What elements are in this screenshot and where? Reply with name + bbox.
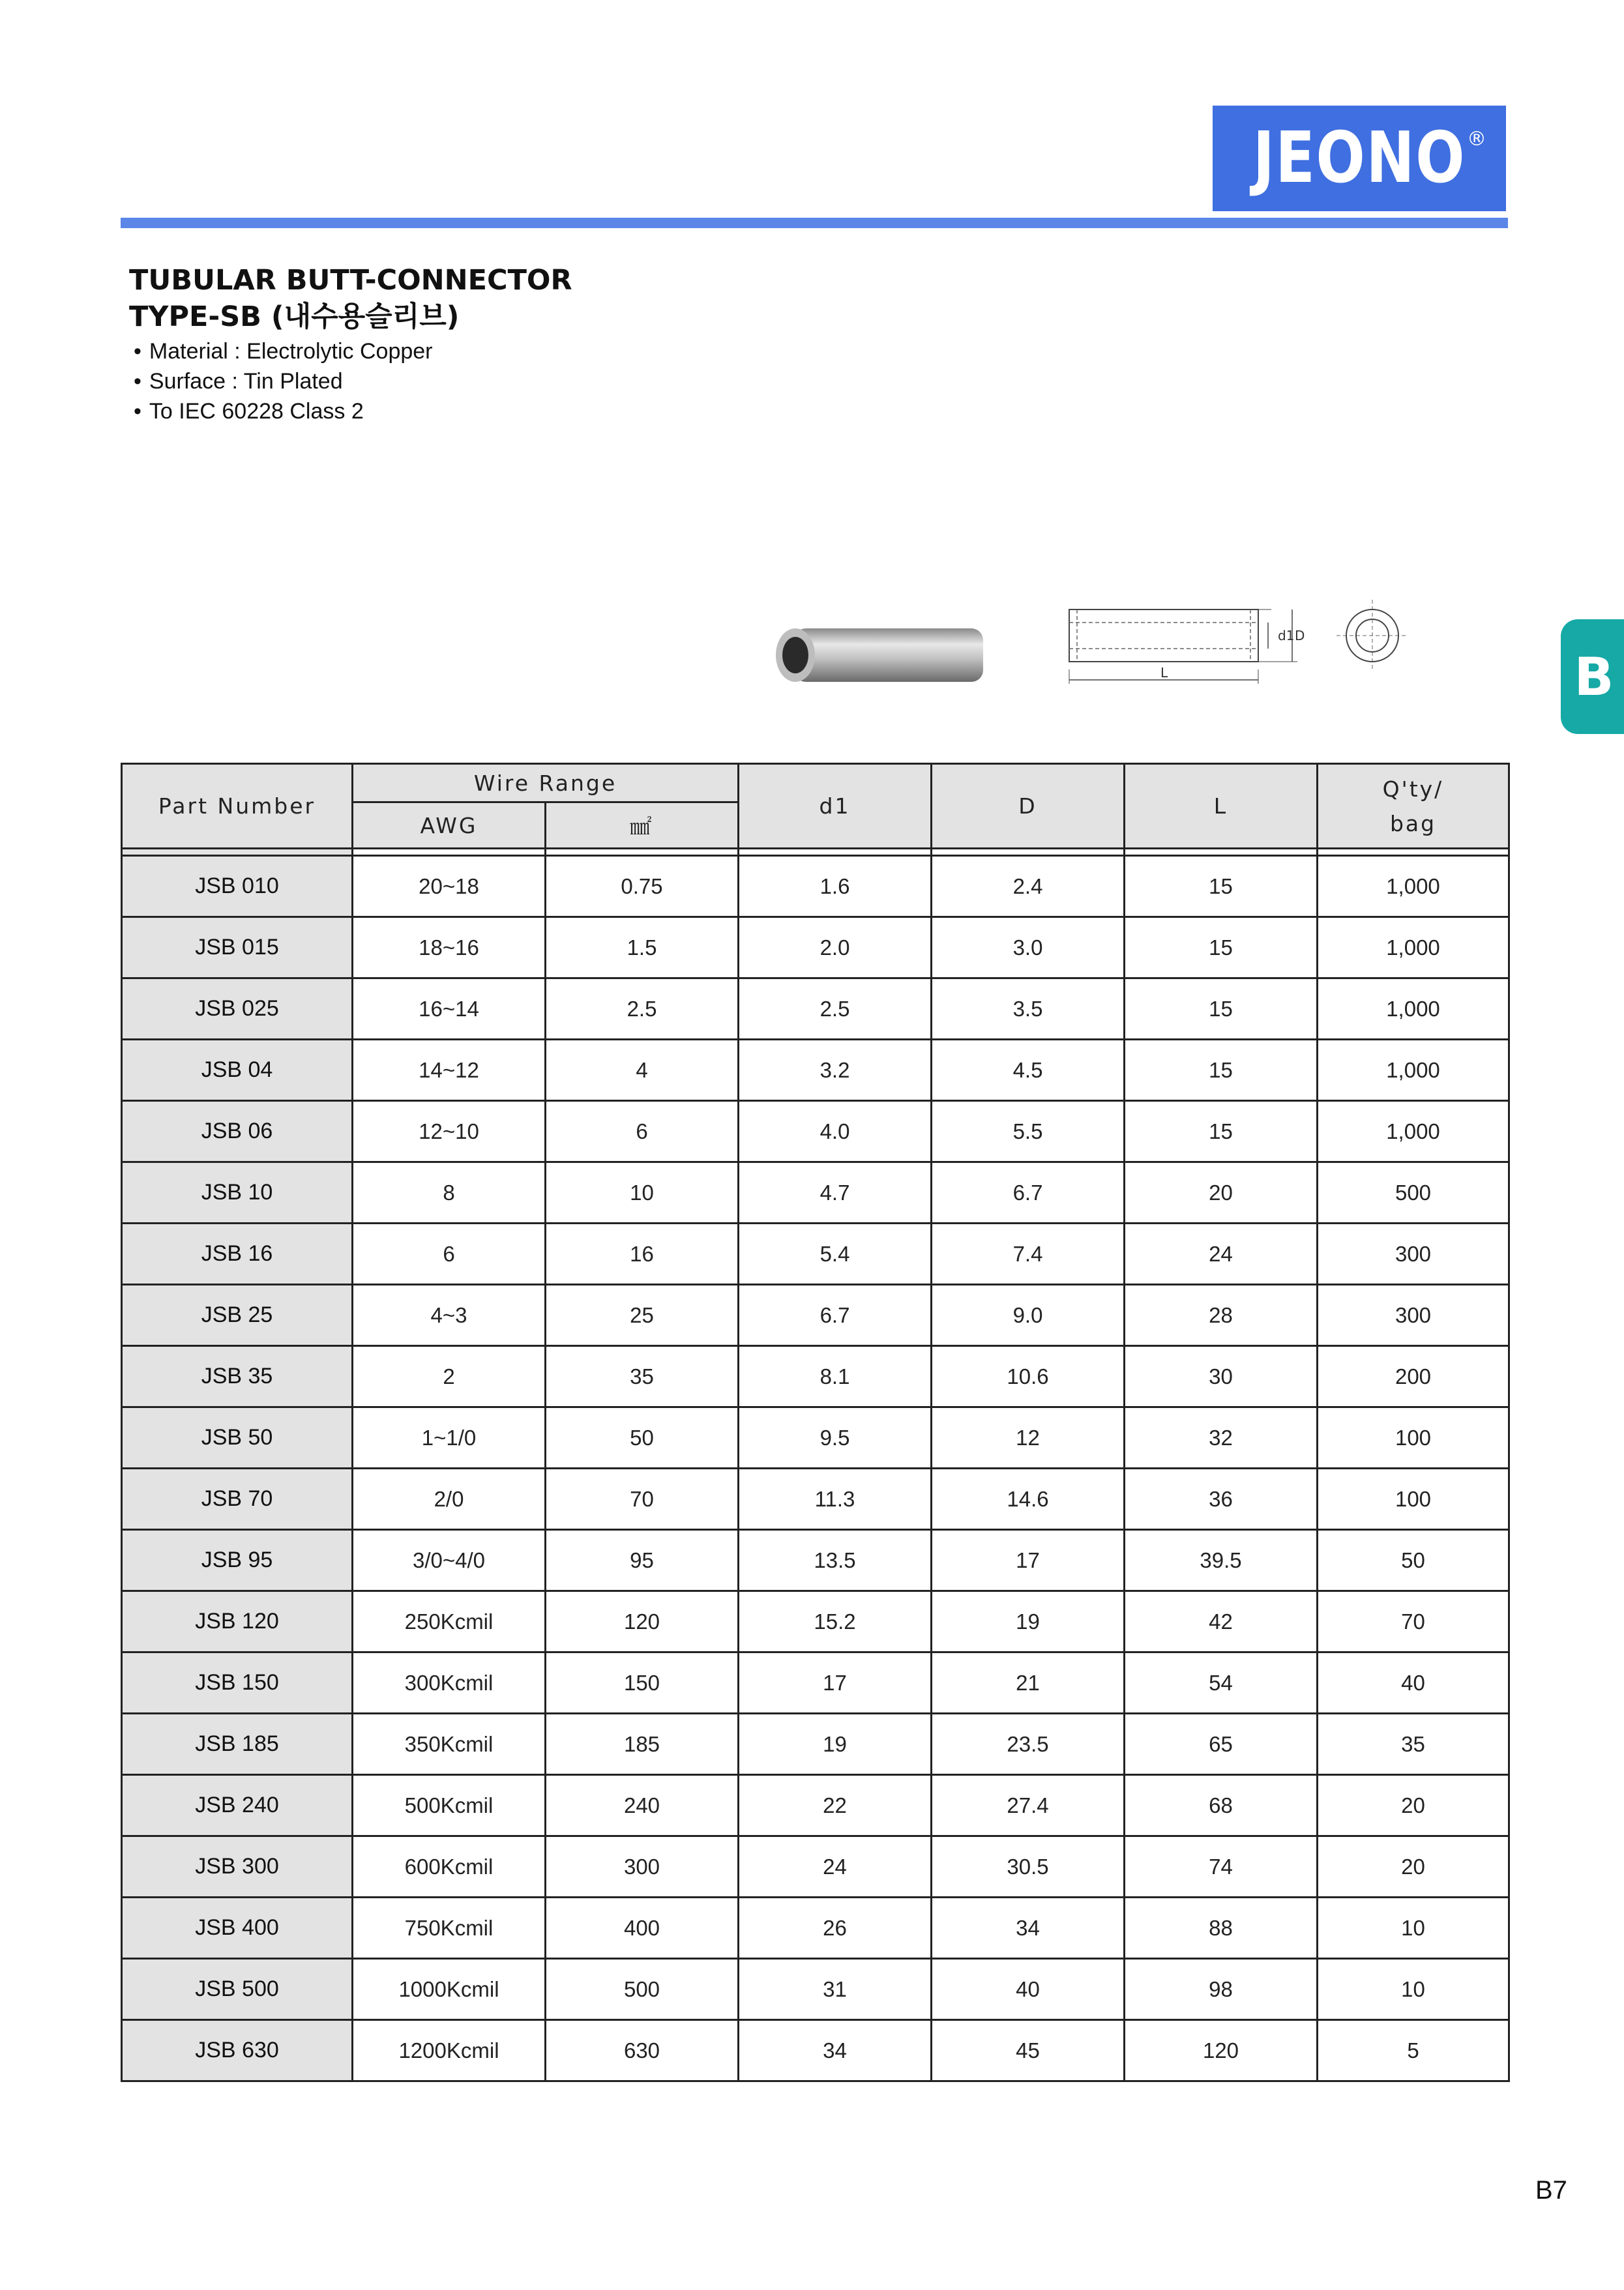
cell-D: 27.4 bbox=[932, 1775, 1125, 1836]
cell-awg: 16~14 bbox=[353, 978, 546, 1040]
cell-qty: 100 bbox=[1318, 1469, 1509, 1530]
cell-D: 6.7 bbox=[932, 1162, 1125, 1224]
header-qty bbox=[1318, 764, 1509, 849]
cell-L: 15 bbox=[1125, 1040, 1318, 1101]
cell-D: 7.4 bbox=[932, 1224, 1125, 1285]
cell-awg: 2/0 bbox=[353, 1469, 546, 1530]
product-subtitle: TYPE-SB (내수용슬리브) bbox=[129, 301, 460, 333]
cell-mm2: 2.5 bbox=[546, 978, 739, 1040]
table-row bbox=[122, 1407, 1509, 1469]
cell-awg: 12~10 bbox=[353, 1101, 546, 1162]
header-wire-range: Wire Range bbox=[353, 764, 739, 802]
cell-awg: 300Kcmil bbox=[353, 1652, 546, 1714]
cell-part-number: JSB 10 bbox=[122, 1162, 353, 1224]
cell-mm2: 300 bbox=[546, 1836, 739, 1898]
cell-L: 98 bbox=[1125, 1959, 1318, 2020]
cell-part-number: JSB 025 bbox=[122, 978, 353, 1040]
cell-awg: 20~18 bbox=[353, 856, 546, 917]
cell-awg: 4~3 bbox=[353, 1285, 546, 1346]
cell-D: 40 bbox=[932, 1959, 1125, 2020]
cell-D: 14.6 bbox=[932, 1469, 1125, 1530]
cell-awg: 2 bbox=[353, 1346, 546, 1407]
cell-d1: 6.7 bbox=[739, 1285, 932, 1346]
header-part-number: Part Number bbox=[122, 764, 353, 849]
cell-mm2: 630 bbox=[546, 2020, 739, 2081]
cell-part-number: JSB 95 bbox=[122, 1530, 353, 1591]
cell-L: 36 bbox=[1125, 1469, 1318, 1530]
cell-L: 74 bbox=[1125, 1836, 1318, 1898]
cell-d1: 31 bbox=[739, 1959, 932, 2020]
cell-D: 2.4 bbox=[932, 856, 1125, 917]
cell-D: 4.5 bbox=[932, 1040, 1125, 1101]
cell-mm2: 35 bbox=[546, 1346, 739, 1407]
cell-mm2: 150 bbox=[546, 1652, 739, 1714]
cell-D: 23.5 bbox=[932, 1714, 1125, 1775]
header-mm2: ㎟ bbox=[546, 802, 739, 849]
cell-qty: 1,000 bbox=[1318, 917, 1509, 978]
cell-qty: 100 bbox=[1318, 1407, 1509, 1469]
cell-awg: 750Kcmil bbox=[353, 1898, 546, 1959]
cell-L: 15 bbox=[1125, 1101, 1318, 1162]
table-row bbox=[122, 1898, 1509, 1959]
cell-L: 42 bbox=[1125, 1591, 1318, 1652]
cell-qty: 20 bbox=[1318, 1775, 1509, 1836]
cell-mm2: 185 bbox=[546, 1714, 739, 1775]
cell-awg: 350Kcmil bbox=[353, 1714, 546, 1775]
cell-D: 3.5 bbox=[932, 978, 1125, 1040]
cell-d1: 2.0 bbox=[739, 917, 932, 978]
header-awg: AWG bbox=[353, 802, 546, 849]
cell-awg: 600Kcmil bbox=[353, 1836, 546, 1898]
cell-qty: 1,000 bbox=[1318, 1101, 1509, 1162]
table-row bbox=[122, 1652, 1509, 1714]
cell-part-number: JSB 015 bbox=[122, 917, 353, 978]
cell-L: 32 bbox=[1125, 1407, 1318, 1469]
cell-qty: 50 bbox=[1318, 1530, 1509, 1591]
cell-d1: 5.4 bbox=[739, 1224, 932, 1285]
cell-awg: 1000Kcmil bbox=[353, 1959, 546, 2020]
table-row bbox=[122, 1101, 1509, 1162]
cell-part-number: JSB 150 bbox=[122, 1652, 353, 1714]
cell-d1: 4.7 bbox=[739, 1162, 932, 1224]
cell-D: 9.0 bbox=[932, 1285, 1125, 1346]
cell-mm2: 16 bbox=[546, 1224, 739, 1285]
table-row bbox=[122, 1591, 1509, 1652]
product-title-block bbox=[129, 262, 572, 335]
cell-mm2: 95 bbox=[546, 1530, 739, 1591]
cell-part-number: JSB 185 bbox=[122, 1714, 353, 1775]
table-row bbox=[122, 1162, 1509, 1224]
table-row bbox=[122, 1775, 1509, 1836]
cell-qty: 20 bbox=[1318, 1836, 1509, 1898]
cell-qty: 1,000 bbox=[1318, 1040, 1509, 1101]
cell-L: 28 bbox=[1125, 1285, 1318, 1346]
cell-mm2: 500 bbox=[546, 1959, 739, 2020]
brand-name: JEONO bbox=[1252, 117, 1466, 199]
header-rule bbox=[121, 218, 1508, 228]
cell-qty: 70 bbox=[1318, 1591, 1509, 1652]
cell-awg: 8 bbox=[353, 1162, 546, 1224]
cell-d1: 1.6 bbox=[739, 856, 932, 917]
cell-d1: 4.0 bbox=[739, 1101, 932, 1162]
header-qty-line2: bag bbox=[1389, 810, 1437, 836]
table-row bbox=[122, 2020, 1509, 2081]
header-D: D bbox=[932, 764, 1125, 849]
cell-mm2: 400 bbox=[546, 1898, 739, 1959]
cell-d1: 8.1 bbox=[739, 1346, 932, 1407]
cell-awg: 500Kcmil bbox=[353, 1775, 546, 1836]
cell-d1: 15.2 bbox=[739, 1591, 932, 1652]
cell-part-number: JSB 04 bbox=[122, 1040, 353, 1101]
table-row bbox=[122, 917, 1509, 978]
cell-part-number: JSB 500 bbox=[122, 1959, 353, 2020]
cell-part-number: JSB 010 bbox=[122, 856, 353, 917]
cell-L: 15 bbox=[1125, 978, 1318, 1040]
cell-D: 19 bbox=[932, 1591, 1125, 1652]
cell-qty: 500 bbox=[1318, 1162, 1509, 1224]
table-row bbox=[122, 1836, 1509, 1898]
cell-d1: 22 bbox=[739, 1775, 932, 1836]
cell-awg: 3/0~4/0 bbox=[353, 1530, 546, 1591]
cell-qty: 5 bbox=[1318, 2020, 1509, 2081]
cell-mm2: 6 bbox=[546, 1101, 739, 1162]
cell-qty: 300 bbox=[1318, 1224, 1509, 1285]
table-row bbox=[122, 978, 1509, 1040]
cell-mm2: 50 bbox=[546, 1407, 739, 1469]
header-separator bbox=[122, 849, 1509, 856]
cell-awg: 250Kcmil bbox=[353, 1591, 546, 1652]
product-title: TUBULAR BUTT-CONNECTOR bbox=[129, 264, 572, 297]
spec-bullets bbox=[134, 336, 433, 426]
cell-qty: 40 bbox=[1318, 1652, 1509, 1714]
cell-qty: 1,000 bbox=[1318, 978, 1509, 1040]
cell-d1: 2.5 bbox=[739, 978, 932, 1040]
cell-D: 34 bbox=[932, 1898, 1125, 1959]
cell-mm2: 25 bbox=[546, 1285, 739, 1346]
cell-mm2: 120 bbox=[546, 1591, 739, 1652]
cell-d1: 19 bbox=[739, 1714, 932, 1775]
cell-awg: 14~12 bbox=[353, 1040, 546, 1101]
spec-table bbox=[121, 763, 1510, 2082]
cell-part-number: JSB 25 bbox=[122, 1285, 353, 1346]
cell-D: 10.6 bbox=[932, 1346, 1125, 1407]
table-row bbox=[122, 1530, 1509, 1591]
cell-D: 21 bbox=[932, 1652, 1125, 1714]
cell-awg: 18~16 bbox=[353, 917, 546, 978]
cell-qty: 200 bbox=[1318, 1346, 1509, 1407]
cell-part-number: JSB 35 bbox=[122, 1346, 353, 1407]
cell-part-number: JSB 16 bbox=[122, 1224, 353, 1285]
cell-part-number: JSB 630 bbox=[122, 2020, 353, 2081]
cell-D: 5.5 bbox=[932, 1101, 1125, 1162]
cell-d1: 26 bbox=[739, 1898, 932, 1959]
table-row bbox=[122, 1346, 1509, 1407]
cell-L: 120 bbox=[1125, 2020, 1318, 2081]
cell-part-number: JSB 50 bbox=[122, 1407, 353, 1469]
cell-mm2: 4 bbox=[546, 1040, 739, 1101]
bullet-item: • Surface : Tin Plated bbox=[134, 366, 433, 396]
product-photo bbox=[769, 619, 991, 691]
dim-label-D: D bbox=[1295, 628, 1305, 643]
cell-L: 68 bbox=[1125, 1775, 1318, 1836]
cell-part-number: JSB 70 bbox=[122, 1469, 353, 1530]
header-d1: d1 bbox=[739, 764, 932, 849]
cell-qty: 10 bbox=[1318, 1959, 1509, 2020]
cell-part-number: JSB 06 bbox=[122, 1101, 353, 1162]
cell-L: 65 bbox=[1125, 1714, 1318, 1775]
cell-mm2: 1.5 bbox=[546, 917, 739, 978]
cell-L: 39.5 bbox=[1125, 1530, 1318, 1591]
section-tab bbox=[1561, 619, 1624, 734]
cell-awg: 6 bbox=[353, 1224, 546, 1285]
cell-D: 12 bbox=[932, 1407, 1125, 1469]
cell-L: 88 bbox=[1125, 1898, 1318, 1959]
cell-awg: 1~1/0 bbox=[353, 1407, 546, 1469]
cell-part-number: JSB 120 bbox=[122, 1591, 353, 1652]
cell-mm2: 10 bbox=[546, 1162, 739, 1224]
bullet-item: • Material : Electrolytic Copper bbox=[134, 336, 433, 366]
cell-L: 15 bbox=[1125, 917, 1318, 978]
cell-L: 30 bbox=[1125, 1346, 1318, 1407]
table-row bbox=[122, 1714, 1509, 1775]
brand-logo bbox=[1213, 106, 1506, 211]
table-row bbox=[122, 1040, 1509, 1101]
cell-mm2: 0.75 bbox=[546, 856, 739, 917]
cell-L: 54 bbox=[1125, 1652, 1318, 1714]
cell-part-number: JSB 300 bbox=[122, 1836, 353, 1898]
table-row bbox=[122, 1285, 1509, 1346]
cell-mm2: 240 bbox=[546, 1775, 739, 1836]
cell-D: 45 bbox=[932, 2020, 1125, 2081]
spec-table-body bbox=[122, 849, 1509, 2081]
cell-part-number: JSB 240 bbox=[122, 1775, 353, 1836]
cell-d1: 11.3 bbox=[739, 1469, 932, 1530]
cell-D: 17 bbox=[932, 1530, 1125, 1591]
cell-qty: 35 bbox=[1318, 1714, 1509, 1775]
cell-d1: 24 bbox=[739, 1836, 932, 1898]
cell-qty: 1,000 bbox=[1318, 856, 1509, 917]
cell-d1: 3.2 bbox=[739, 1040, 932, 1101]
registered-mark: ® bbox=[1467, 128, 1486, 151]
section-tab-label: B bbox=[1574, 646, 1614, 707]
bullet-item: • To IEC 60228 Class 2 bbox=[134, 396, 433, 426]
dimension-drawing bbox=[1063, 596, 1415, 694]
cell-D: 30.5 bbox=[932, 1836, 1125, 1898]
cell-qty: 300 bbox=[1318, 1285, 1509, 1346]
header-qty-line1: Q'ty/ bbox=[1382, 776, 1444, 802]
cell-part-number: JSB 400 bbox=[122, 1898, 353, 1959]
cell-L: 24 bbox=[1125, 1224, 1318, 1285]
header-L: L bbox=[1125, 764, 1318, 849]
cell-L: 20 bbox=[1125, 1162, 1318, 1224]
cell-d1: 9.5 bbox=[739, 1407, 932, 1469]
cell-d1: 34 bbox=[739, 2020, 932, 2081]
dim-label-d1: d1 bbox=[1278, 628, 1295, 643]
table-row bbox=[122, 1224, 1509, 1285]
table-row bbox=[122, 1959, 1509, 2020]
cell-qty: 10 bbox=[1318, 1898, 1509, 1959]
cell-L: 15 bbox=[1125, 856, 1318, 917]
cell-d1: 13.5 bbox=[739, 1530, 932, 1591]
table-row bbox=[122, 1469, 1509, 1530]
cell-D: 3.0 bbox=[932, 917, 1125, 978]
cell-mm2: 70 bbox=[546, 1469, 739, 1530]
page-number: B7 bbox=[1535, 2176, 1567, 2205]
table-row bbox=[122, 856, 1509, 917]
cell-d1: 17 bbox=[739, 1652, 932, 1714]
cell-awg: 1200Kcmil bbox=[353, 2020, 546, 2081]
dim-label-L: L bbox=[1160, 665, 1168, 681]
